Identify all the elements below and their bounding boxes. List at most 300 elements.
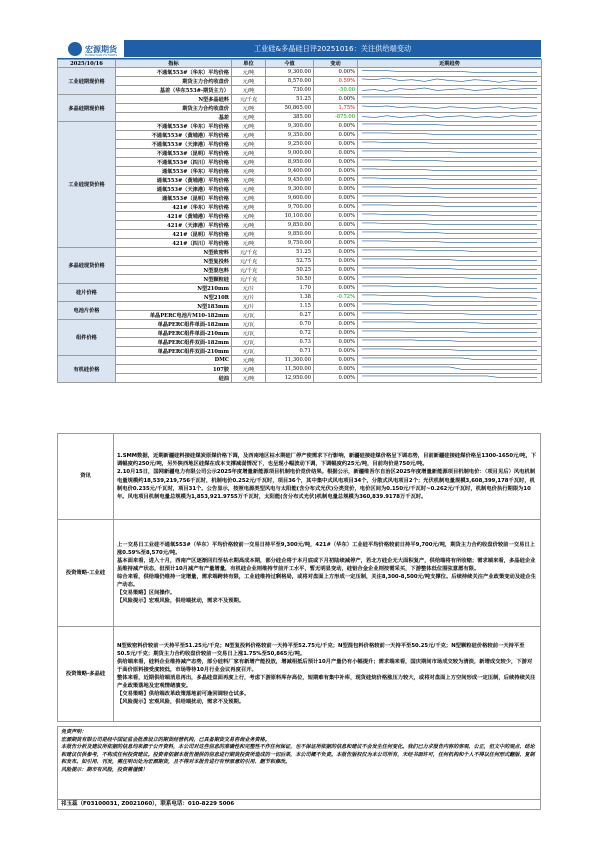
indicator-name: 期货主力合约收盘价 (116, 77, 232, 86)
sparkline-line (362, 286, 537, 289)
trend-sparkline (358, 149, 542, 158)
table-row (58, 212, 542, 221)
commentary-label: 资讯 (58, 434, 114, 520)
table-row (58, 311, 542, 320)
indicator-name: 基差（华东553#-期货主力） (116, 86, 232, 95)
sparkline-svg (358, 68, 541, 76)
company-logo (68, 42, 126, 56)
change-cell: 0.00% (314, 239, 358, 248)
table-row (58, 122, 542, 131)
sparkline-svg (358, 113, 541, 121)
unit-cell: 元/千克 (232, 95, 266, 104)
change-cell: 0.00% (314, 365, 358, 374)
commentary-row (58, 627, 541, 722)
sparkline-line (362, 88, 537, 91)
value-cell: 10,100.00 (266, 212, 314, 221)
unit-cell: 元/吨 (232, 221, 266, 230)
sparkline-line (362, 187, 537, 189)
commentary-text: N型致密料价较前一天持平至51.25元/千克；N型复投料价格较前一天持平至52.75元/千克；N型混包料价格较前一天持平至50.25元/千克；N型颗粒硅价格较前一天持平至50.5元/千克；期货主力合约收盘价较前一交易日上涨1.75%至50,865元/吨。 供给端来看，硅料企业维持减产态势，部分硅料厂家有新增产能投放，增减相抵后预计10月产量仍有小幅提升；需求端来看，国庆期间市场成交较为清淡，新增成交较少，下游对于高价原料接受度较低，市场等待10月行业会议再度召开。 整体来看，近期供给端消息再出，多晶硅盘面再度上行，考虑下游原料库存高位，短期难有集中补库，现货硅烷价格涨压力较大，或将对盘面上方空间形成一定压制，后续持续关注产业政策落地及宏观情绪演变。 【交易策略】供给端改革政策落地前可逢回调轻仓试多。 【风险提示】宏观风险，供给端扰动，需求不及预期。 (114, 627, 541, 722)
commentary-label: 投资策略-多晶硅 (58, 627, 114, 722)
header-trend: 近期趋势 (358, 60, 542, 68)
unit-cell: 元/吨 (232, 113, 266, 122)
value-cell: 1.70 (266, 284, 314, 293)
table-row (58, 365, 542, 374)
sparkline-line (362, 142, 537, 144)
sparkline-svg (358, 194, 541, 202)
sparkline-svg (358, 140, 541, 148)
change-cell: 0.00% (314, 212, 358, 221)
unit-cell: 元/瓦 (232, 320, 266, 329)
value-cell: 11,500.00 (266, 365, 314, 374)
sparkline-svg (358, 275, 541, 283)
indicator-name: 421#（华东）平均价格 (116, 203, 232, 212)
sparkline-svg (358, 230, 541, 238)
value-cell: 50,865.00 (266, 104, 314, 113)
table-row (58, 302, 542, 311)
unit-cell: 元/吨 (232, 374, 266, 383)
change-cell: 0.00% (314, 176, 358, 185)
sparkline-svg (358, 248, 541, 256)
unit-cell: 元/吨 (232, 212, 266, 221)
sparkline-svg (358, 203, 541, 211)
unit-cell: 元/吨 (232, 122, 266, 131)
value-cell: 0.70 (266, 320, 314, 329)
sparkline-svg (358, 311, 541, 319)
indicator-name: 单晶PERC电池片M10-182mm (116, 311, 232, 320)
sparkline-svg (358, 356, 541, 364)
table-row (58, 239, 542, 248)
sparkline-line (362, 295, 537, 298)
change-cell: 0.00% (314, 302, 358, 311)
unit-cell: 元/瓦 (232, 347, 266, 356)
sparkline-svg (358, 284, 541, 292)
table-row (58, 86, 542, 95)
header-indicator: 指标 (116, 60, 232, 68)
indicator-name: N型210mm (116, 284, 232, 293)
sparkline-line (362, 313, 537, 315)
table-row (58, 257, 542, 266)
category-label: 电池片价格 (58, 302, 116, 320)
unit-cell: 元/吨 (232, 167, 266, 176)
sparkline-line (362, 169, 537, 171)
value-cell: 9,450.00 (266, 176, 314, 185)
value-cell: 9,300.00 (266, 122, 314, 131)
sparkline-svg (358, 329, 541, 337)
unit-cell: 元/片 (232, 302, 266, 311)
category-label: 硅片价格 (58, 284, 116, 302)
change-cell: 0.00% (314, 68, 358, 77)
unit-cell: 元/千克 (232, 266, 266, 275)
change-cell: 0.00% (314, 257, 358, 266)
commentary-label: 投资策略-工业硅 (58, 520, 114, 627)
trend-sparkline (358, 230, 542, 239)
sparkline-svg (358, 104, 541, 112)
contact-text: 祁玉蕊（F03100031, Z0021060），联系电话：010-8229 5006 (61, 801, 235, 807)
change-cell: 0.00% (314, 194, 358, 203)
indicator-name: 不通氧553#（四川）平均价格 (116, 158, 232, 167)
trend-sparkline (358, 329, 542, 338)
sparkline-svg (358, 365, 541, 373)
commentary-text: 1.SMM数据，近期新疆硅料接硅煤炭原煤价格下调，及西南地区枯水期硅厂停产使需求下行影响，新疆硅接硅煤价格呈下调态势，目前新疆硅接硅煤价格呈1300-1650元/吨，下调幅度约250元/吨，另外陕西地区硅煤在成本支撑减弱情况下，也呈现小幅波动下调，下调幅度约25元/吨，目前均价是750元/吨。 2.10月15日，国网新疆电力有限公司公示2025年度增量新能源项目机制电价竞价结果。根据公示，新疆维吾尔自治区2025年度增量新能源项目机制电价：（项目见后）风电机制电量规模约18,539,219,756千瓦时，机制电价0.252元/千瓦时，项目36个，其中集中式风电项目34个，分散式风电项目2个；光伏机制电量规模3,608,399,178千瓦时，机制电价0.235元/千瓦时，项目31个。公告显示，按照电源类型风电与太阳能(含分布式光伏)分类竞价，电价区间为0.150元/千瓦时~0.262元/千瓦时，机制电价执行期限为10年。风电项目机制电量总规模为1,853,921.9755万千瓦时，太阳能(含分布式光伏)机制电量总规模为360,839.9178万千瓦时。 (114, 434, 541, 520)
change-cell: 0.00% (314, 338, 358, 347)
value-cell: 9,700.00 (266, 203, 314, 212)
value-cell: 8,950.00 (266, 158, 314, 167)
value-cell: 730.00 (266, 86, 314, 95)
unit-cell: 元/吨 (232, 131, 266, 140)
category-label: 多晶硅期现价格 (58, 95, 116, 122)
trend-sparkline (358, 248, 542, 257)
disclaimer (57, 726, 541, 800)
table-row (58, 230, 542, 239)
sparkline-line (362, 115, 537, 118)
value-cell: 11,300.00 (266, 356, 314, 365)
table-row (58, 320, 542, 329)
change-cell: 0.00% (314, 230, 358, 239)
unit-cell: 元/吨 (232, 194, 266, 203)
sparkline-line (362, 367, 537, 370)
unit-cell: 元/瓦 (232, 338, 266, 347)
unit-cell: 元/吨 (232, 356, 266, 365)
unit-cell: 元/吨 (232, 158, 266, 167)
table-row (58, 158, 542, 167)
logo-subtitle: HONGYUAN FUTURES (85, 53, 118, 57)
change-cell: 0.00% (314, 221, 358, 230)
category-label: 有机硅价格 (58, 356, 116, 383)
table-row (58, 338, 542, 347)
unit-cell: 元/吨 (232, 77, 266, 86)
indicator-name: 通氧553#（天津港）平均价格 (116, 185, 232, 194)
value-cell: 9,300.00 (266, 68, 314, 77)
change-cell: -875.00 (314, 113, 358, 122)
indicator-name: 基差 (116, 113, 232, 122)
change-cell: 0.00% (314, 203, 358, 212)
sparkline-line (362, 124, 537, 126)
value-cell: 1.38 (266, 293, 314, 302)
value-cell: 385.00 (266, 113, 314, 122)
sparkline-svg (358, 167, 541, 175)
change-cell: 0.00% (314, 131, 358, 140)
change-cell: 0.00% (314, 320, 358, 329)
category-label: 多晶硅现货价格 (58, 248, 116, 284)
table-row (58, 167, 542, 176)
indicator-name: 单晶PERC组件单面-182mm (116, 320, 232, 329)
sparkline-line (362, 97, 537, 98)
value-cell: 0.72 (266, 329, 314, 338)
sparkline-line (362, 232, 537, 234)
sparkline-line (362, 133, 537, 135)
table-row (58, 284, 542, 293)
header-value: 今值 (266, 60, 314, 68)
trend-sparkline (358, 212, 542, 221)
header-unit: 单位 (232, 60, 266, 68)
indicator-name: 不通氧553#（华东）平均价格 (116, 122, 232, 131)
table-row (58, 185, 542, 194)
unit-cell: 元/瓦 (232, 329, 266, 338)
sparkline-svg (358, 374, 541, 382)
sparkline-line (362, 277, 537, 279)
trend-sparkline (358, 374, 542, 383)
trend-sparkline (358, 320, 542, 329)
value-cell: 8,570.00 (266, 77, 314, 86)
unit-cell: 元/片 (232, 284, 266, 293)
value-cell: 0.27 (266, 311, 314, 320)
sparkline-svg (358, 212, 541, 220)
table-row (58, 149, 542, 158)
sparkline-svg (358, 158, 541, 166)
sparkline-svg (358, 95, 541, 103)
trend-sparkline (358, 257, 542, 266)
table-row (58, 221, 542, 230)
indicator-name: N型颗粒硅 (116, 275, 232, 284)
trend-sparkline (358, 113, 542, 122)
trend-sparkline (358, 95, 542, 104)
table-row (58, 356, 542, 365)
trend-sparkline (358, 122, 542, 131)
table-row (58, 194, 542, 203)
sparkline-svg (358, 185, 541, 193)
sparkline-svg (358, 347, 541, 355)
change-cell: 0.00% (314, 374, 358, 383)
sparkline-svg (358, 338, 541, 346)
trend-sparkline (358, 77, 542, 86)
sparkline-svg (358, 239, 541, 247)
indicator-name: 不通氧553#（华东）平均价格 (116, 68, 232, 77)
sparkline-svg (358, 221, 541, 229)
trend-sparkline (358, 311, 542, 320)
trend-sparkline (358, 239, 542, 248)
trend-sparkline (358, 167, 542, 176)
unit-cell: 元/吨 (232, 176, 266, 185)
sparkline-line (362, 331, 537, 333)
sparkline-svg (358, 320, 541, 328)
table-row (58, 347, 542, 356)
table-row (58, 113, 542, 122)
sparkline-line (362, 322, 537, 324)
sparkline-svg (358, 302, 541, 310)
trend-sparkline (358, 131, 542, 140)
sparkline-line (362, 106, 537, 109)
indicator-name: 不通氧553#（昆明）平均价格 (116, 149, 232, 158)
indicator-name: 单晶PERC组件双面-182mm (116, 338, 232, 347)
change-cell: 0.00% (314, 311, 358, 320)
indicator-name: 421#（昆明）平均价格 (116, 230, 232, 239)
trend-sparkline (358, 194, 542, 203)
unit-cell: 元/吨 (232, 239, 266, 248)
table-row (58, 329, 542, 338)
trend-sparkline (358, 302, 542, 311)
unit-cell: 元/千克 (232, 248, 266, 257)
change-cell: 0.00% (314, 158, 358, 167)
indicator-name: N型致密料 (116, 248, 232, 257)
table-row (58, 77, 542, 86)
sparkline-line (362, 376, 537, 378)
value-cell: 9,850.00 (266, 221, 314, 230)
trend-sparkline (358, 284, 542, 293)
change-cell: 0.00% (314, 347, 358, 356)
indicator-name: 不通氧553#（黄埔港）平均价格 (116, 131, 232, 140)
trend-sparkline (358, 275, 542, 284)
logo-name: 宏源期货 (85, 44, 117, 54)
indicator-name: 硅油 (116, 374, 232, 383)
indicator-name: N型183mm (116, 302, 232, 311)
indicator-name: 通氧553#（华东）平均价格 (116, 167, 232, 176)
unit-cell: 元/吨 (232, 104, 266, 113)
value-cell: 9,400.00 (266, 167, 314, 176)
report-title: 工业硅&多晶硅日评20251016：关注供给端变动 (253, 43, 412, 53)
change-cell: 0.00% (314, 356, 358, 365)
indicator-name: 单晶PERC组件单面-210mm (116, 329, 232, 338)
indicator-name: 421#（天津港）平均价格 (116, 221, 232, 230)
sparkline-line (362, 205, 537, 207)
sparkline-line (362, 259, 537, 261)
category-label: 组件价格 (58, 320, 116, 356)
indicator-name: N型混包料 (116, 266, 232, 275)
sparkline-line (362, 223, 537, 225)
trend-sparkline (358, 365, 542, 374)
table-row (58, 131, 542, 140)
sparkline-svg (358, 176, 541, 184)
sparkline-line (362, 196, 537, 198)
indicator-name: N型210R (116, 293, 232, 302)
table-row (58, 176, 542, 185)
indicator-name: 期货主力合约收盘价 (116, 104, 232, 113)
sparkline-line (362, 160, 537, 162)
value-cell: 0.71 (266, 347, 314, 356)
change-cell: 0.00% (314, 149, 358, 158)
indicator-name: 421#（四川）平均价格 (116, 239, 232, 248)
unit-cell: 元/吨 (232, 149, 266, 158)
value-cell: 52.75 (266, 257, 314, 266)
sparkline-svg (358, 77, 541, 85)
trend-sparkline (358, 68, 542, 77)
sparkline-line (362, 151, 537, 153)
unit-cell: 元/千克 (232, 257, 266, 266)
change-cell: 0.00% (314, 140, 358, 149)
change-cell: 0.00% (314, 284, 358, 293)
unit-cell: 元/片 (232, 293, 266, 302)
change-cell: -50.00 (314, 86, 358, 95)
sparkline-line (362, 340, 537, 342)
change-cell: 1.75% (314, 104, 358, 113)
disclaimer-text: 免责声明： 宏源期货有限公司是经中国证监会批准设立的期货经营机构，已具备期货交易咨询业务资格。 本报告分析及建议所依据的信息均来源于公开资料，本公司对这些信息的准确性和完整性不作任何保证，也不保证所依据的信息和建议不会发生任何变化。我们已力求报告内容的客观、公正，但文中的观点、结论和建议仅供参考，不构成任何投资建议。投资者依据本报告提供的信息进行期货投资所造成的一切后果，本公司概不负责。本报告版权仅为本公司所有，未经书面许可，任何机构和个人不得以任何形式翻版、复制和发布。如引用、刊发，需注明出处为宏源期货，且不得对本报告进行有悖原意的引用、删节和修改。 风险提示：期市有风险，投资需谨慎！ (61, 729, 535, 773)
trend-sparkline (358, 176, 542, 185)
logo-mark-icon (68, 42, 82, 56)
sparkline-svg (358, 149, 541, 157)
trend-sparkline (358, 86, 542, 95)
sparkline-svg (358, 86, 541, 94)
value-cell: 1.15 (266, 302, 314, 311)
trend-sparkline (358, 266, 542, 275)
analyst-contact (57, 800, 541, 810)
unit-cell: 元/吨 (232, 230, 266, 239)
value-cell: 50.50 (266, 275, 314, 284)
category-label: 工业硅现货价格 (58, 122, 116, 248)
change-cell: 0.00% (314, 266, 358, 275)
unit-cell: 元/瓦 (232, 311, 266, 320)
commentary-row (58, 520, 541, 627)
sparkline-line (362, 358, 537, 360)
indicator-name: 107胶 (116, 365, 232, 374)
table-row (58, 68, 542, 77)
sparkline-line (362, 250, 537, 252)
unit-cell: 元/吨 (232, 365, 266, 374)
value-cell: 0.73 (266, 338, 314, 347)
unit-cell: 元/吨 (232, 86, 266, 95)
header-date: 2025/10/16 (58, 60, 116, 68)
indicator-name: 421#（黄埔港）平均价格 (116, 212, 232, 221)
trend-sparkline (358, 158, 542, 167)
indicator-name: 不通氧553#（天津港）平均价格 (116, 140, 232, 149)
trend-sparkline (358, 140, 542, 149)
value-cell: 9,300.00 (266, 185, 314, 194)
sparkline-svg (358, 122, 541, 130)
sparkline-svg (358, 257, 541, 265)
trend-sparkline (358, 356, 542, 365)
indicator-name: N型多晶硅料 (116, 95, 232, 104)
change-cell: 0.59% (314, 77, 358, 86)
table-row (58, 104, 542, 113)
table-row (58, 275, 542, 284)
value-cell: 51.25 (266, 95, 314, 104)
sparkline-line (362, 71, 537, 73)
indicator-name: N型复投料 (116, 257, 232, 266)
header-change: 变动 (314, 60, 358, 68)
value-cell: 9,350.00 (266, 131, 314, 140)
unit-cell: 元/吨 (232, 185, 266, 194)
price-table-body (58, 68, 542, 383)
change-cell: 0.00% (314, 122, 358, 131)
indicator-name: 单晶PERC组件双面-210mm (116, 347, 232, 356)
sparkline-line (362, 241, 537, 243)
value-cell: 9,850.00 (266, 230, 314, 239)
trend-sparkline (358, 203, 542, 212)
sparkline-svg (358, 293, 541, 301)
unit-cell: 元/吨 (232, 68, 266, 77)
table-row (58, 293, 542, 302)
value-cell: 51.25 (266, 248, 314, 257)
trend-sparkline (358, 104, 542, 113)
commentary-row (58, 434, 541, 520)
table-row (58, 248, 542, 257)
table-row (58, 266, 542, 275)
change-cell: -0.72% (314, 293, 358, 302)
value-cell: 9,750.00 (266, 239, 314, 248)
unit-cell: 元/吨 (232, 203, 266, 212)
value-cell: 50.25 (266, 266, 314, 275)
trend-sparkline (358, 185, 542, 194)
sparkline-svg (358, 131, 541, 139)
table-row (58, 95, 542, 104)
price-table (57, 59, 542, 383)
sparkline-line (362, 304, 537, 306)
table-header-row (58, 60, 542, 68)
table-row (58, 140, 542, 149)
value-cell: 12,950.00 (266, 374, 314, 383)
sparkline-svg (358, 266, 541, 274)
category-label: 工业硅期现价格 (58, 68, 116, 95)
sparkline-line (362, 78, 537, 82)
unit-cell: 元/吨 (232, 140, 266, 149)
table-row (58, 203, 542, 212)
change-cell: 0.00% (314, 329, 358, 338)
trend-sparkline (358, 338, 542, 347)
commentary-text: 上一交易日工业硅不通氧553#（华东）平均价格较前一交易日持平至9,300元/吨，421#（华东）工业硅平均价格较前日持平9,700元/吨，期货主力合约收盘价较前一交易日上涨0.59%至8,570元/吨。 基本面来看，进入十月，西南产区逐渐回归至枯水期高成本期，部分硅企将于本月底或下月初陆续减停产，若北方硅企无大面积复产，供给端将有所收缩；需求端来看，多晶硅企业虽维持减产状态，但预计10月减产有产量增量，有机硅企业则维持节前开工水平，暂无明显变动，硅铝合金企业则按需采买，下游整体低位围弦意愿有限。 综合来看，供给端仍维持一定增量，需求端跨转有限，工业硅维持过剩格局，或将对盘面上方形成一定压制，关注8,300-8,500元/吨支撑位。后续持续关注产业政策变动及硅企生产动态。 【交易策略】区间操作。 【风险提示】宏观风险，供给端扰动，需求不及预期。 (114, 520, 541, 627)
change-cell: 0.00% (314, 248, 358, 257)
indicator-name: 通氧553#（黄埔港）平均价格 (116, 176, 232, 185)
trend-sparkline (358, 221, 542, 230)
trend-sparkline (358, 293, 542, 302)
change-cell: 0.00% (314, 275, 358, 284)
